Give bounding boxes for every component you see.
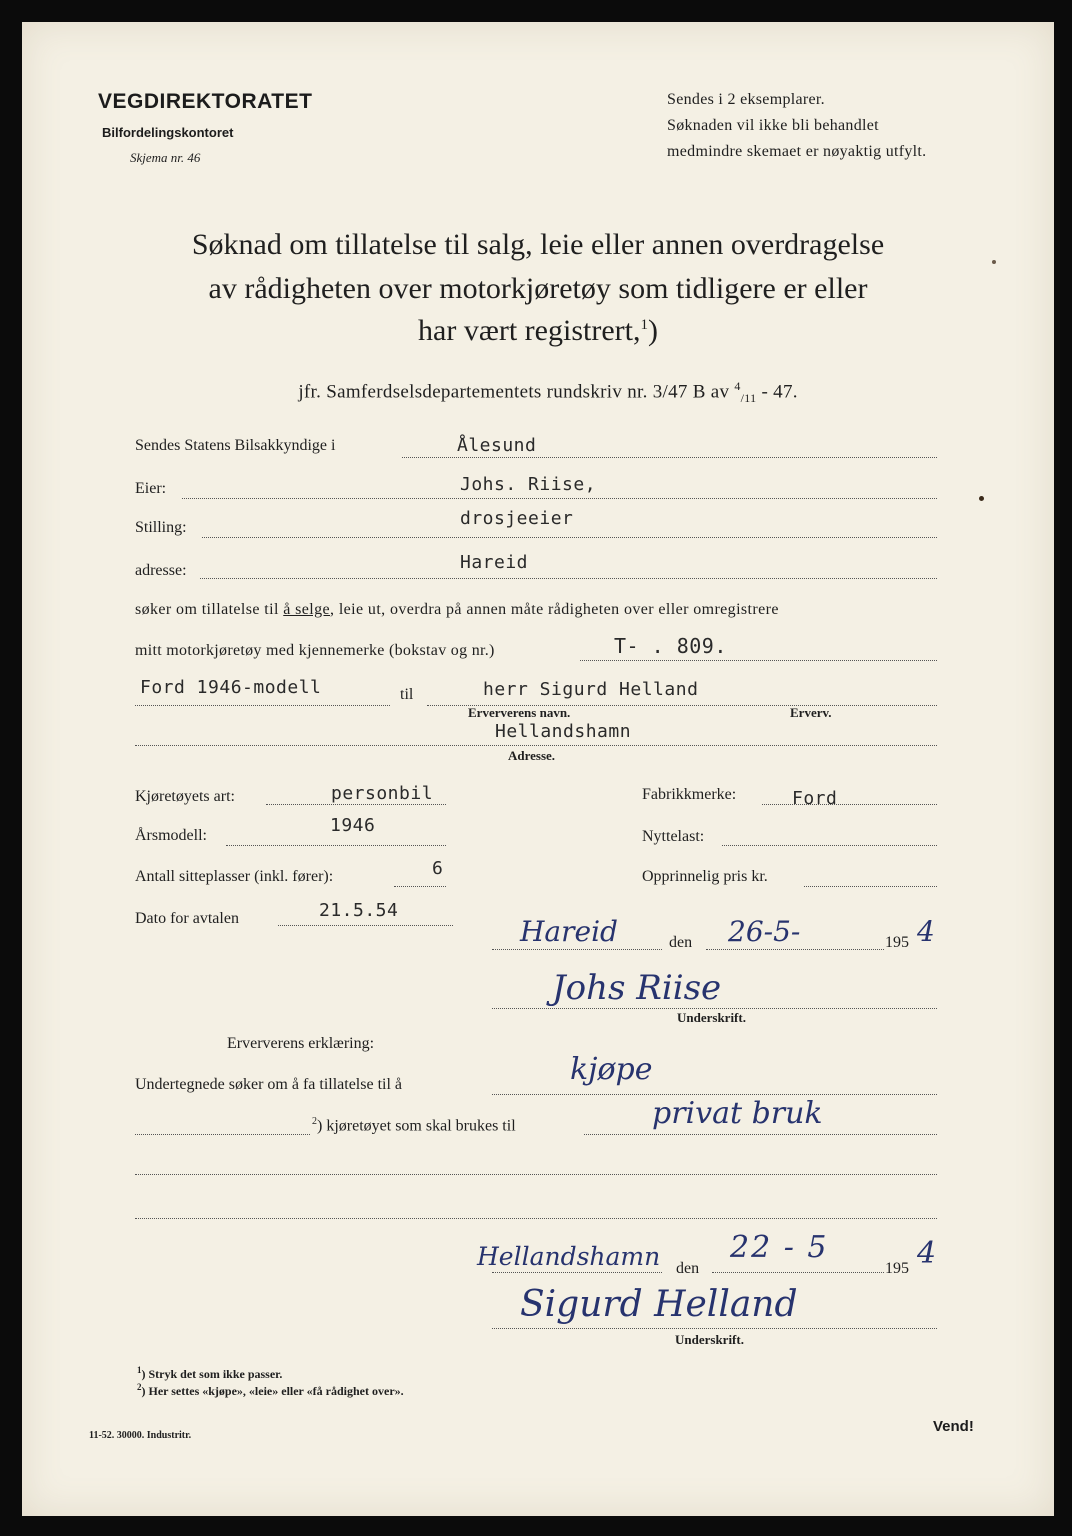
footnote-2 — [137, 1382, 404, 1399]
plate-label: mitt motorkjøretøy med kjennemerke (bokstav og nr.) — [135, 642, 495, 659]
seats-value[interactable]: 6 — [432, 858, 444, 879]
application-text-c: , leie ut, overdra på annen måte rådigheten over eller omregistrere — [330, 601, 779, 618]
seller-year-digit[interactable]: 4 — [917, 915, 935, 948]
seller-signature[interactable]: Johs Riise — [552, 968, 722, 1008]
form-number: Skjema nr. 46 — [130, 150, 201, 165]
declaration-line1-label: Undertegnede søker om å fa tillatelse til å — [135, 1076, 403, 1093]
acquirer-place[interactable]: Hellandshamn — [477, 1242, 661, 1271]
acquirer-signature-caption: Underskrift. — [675, 1332, 744, 1347]
title-line: Søknad om tillatelse til salg, leie eller annen overdragelse — [191, 228, 885, 261]
address-label: adresse: — [135, 562, 187, 579]
send-to-label: Sendes Statens Bilsakkyndige i — [135, 437, 336, 454]
agreement-date-value[interactable]: 21.5.54 — [319, 900, 399, 921]
office-name: Bilfordelingskontoret — [102, 125, 234, 140]
make-value[interactable]: Ford — [792, 788, 838, 809]
seller-place[interactable]: Hareid — [520, 915, 618, 948]
acquirer-name-value[interactable]: herr Sigurd Helland — [483, 679, 699, 700]
vehicle-type-label: Kjøretøyets art: — [135, 788, 235, 805]
declaration-purpose-value[interactable]: kjøpe — [570, 1052, 653, 1087]
instruction-line: Søknaden vil ikke bli behandlet — [667, 117, 879, 134]
reference-month: /11 — [740, 391, 757, 406]
punch-mark — [992, 260, 996, 264]
occupation-label: Stilling: — [135, 519, 187, 536]
acquirer-den-label: den — [676, 1260, 700, 1277]
acquirer-year-digit[interactable]: 4 — [917, 1236, 937, 1271]
acquirer-name-caption: Erververens navn. — [468, 705, 571, 720]
model-year-label: Årsmodell: — [135, 827, 207, 844]
title-line-3-text: har vært registrert, — [418, 314, 641, 347]
reference-year: - 47. — [756, 381, 798, 403]
vehicle-description[interactable]: Ford 1946-modell — [140, 677, 322, 698]
printer-note: 11-52. 30000. Industritr. — [89, 1430, 192, 1441]
footnote-mark: 2 — [137, 1382, 142, 1392]
footnote-ref: 1 — [640, 317, 648, 333]
agency-name: VEGDIREKTORATET — [98, 90, 313, 113]
owner-label: Eier: — [135, 480, 167, 497]
footnote-mark: 1 — [137, 1365, 142, 1375]
application-option-sell: å selge — [283, 601, 331, 618]
seller-den-label: den — [669, 934, 693, 951]
agreement-date-label: Dato for avtalen — [135, 910, 239, 927]
footnote-ref: 2 — [312, 1116, 317, 1127]
title-line: av rådigheten over motorkjøretøy som tidligere er eller — [208, 272, 868, 305]
model-year-value[interactable]: 1946 — [330, 815, 376, 836]
acquirer-address-value[interactable]: Hellandshamn — [495, 721, 632, 742]
reference-day: 4 — [734, 379, 741, 393]
make-label: Fabrikkmerke: — [642, 786, 737, 803]
to-label: til — [400, 686, 414, 703]
plate-value[interactable]: T- . 809. — [614, 634, 727, 658]
instruction-line: medmindre skemaet er nøyaktig utfylt. — [667, 143, 927, 160]
footnote-text: ) Her settes «kjøpe», «leie» eller «få rådighet over». — [141, 1384, 404, 1398]
seller-year-prefix: 195 — [885, 934, 909, 951]
declaration-line2-label — [312, 1116, 516, 1135]
declaration-heading: Erververens erklæring: — [227, 1035, 375, 1052]
vehicle-type-value[interactable]: personbil — [331, 783, 434, 804]
send-to-value[interactable]: Ålesund — [457, 435, 537, 456]
acquirer-year-prefix: 195 — [885, 1260, 909, 1277]
application-text — [135, 601, 945, 619]
instruction-line: Sendes i 2 eksemplarer. — [667, 91, 825, 108]
reference-text: jfr. Samferdselsdepartementets rundskriv nr. 3/47 B av — [298, 381, 735, 403]
payload-label: Nyttelast: — [642, 828, 705, 845]
application-text-a: søker om tillatelse til — [135, 601, 279, 618]
original-price-label: Opprinnelig pris kr. — [642, 868, 768, 885]
footnote-1 — [137, 1365, 282, 1382]
reference-line — [22, 357, 1054, 428]
address-value[interactable]: Hareid — [460, 552, 529, 573]
acquirer-date[interactable]: 22 - 5 — [730, 1230, 829, 1265]
acquirer-signature[interactable]: Sigurd Helland — [520, 1284, 798, 1325]
declaration-usage-value[interactable]: privat bruk — [652, 1096, 823, 1131]
seats-label: Antall sitteplasser (inkl. fører): — [135, 868, 334, 885]
title-line-3 — [22, 314, 1054, 348]
declaration-line2-text: ) kjøretøyet som skal brukes til — [317, 1117, 516, 1135]
title-line-3-paren: ) — [647, 314, 658, 347]
acquirer-address-caption: Adresse. — [508, 748, 556, 763]
owner-value[interactable]: Johs. Riise, — [460, 474, 597, 495]
punch-mark — [979, 496, 984, 501]
seller-signature-caption: Underskrift. — [677, 1010, 746, 1025]
footnote-text: ) Stryk det som ikke passer. — [141, 1367, 283, 1381]
seller-date[interactable]: 26-5- — [728, 915, 801, 948]
occupation-value[interactable]: drosjeeier — [460, 508, 574, 529]
form-page — [22, 22, 1054, 1516]
acquirer-occupation-caption: Erverv. — [790, 705, 832, 720]
turn-over-note: Vend! — [933, 1418, 974, 1435]
